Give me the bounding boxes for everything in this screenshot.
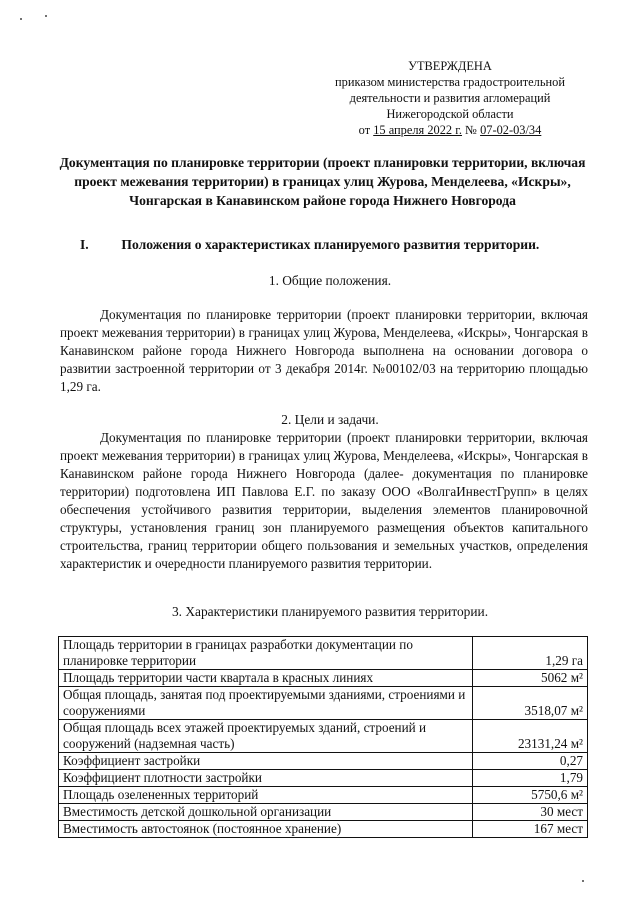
section-number: I.	[80, 237, 89, 252]
approval-line: Нижегородской области	[386, 107, 514, 121]
table-cell-value: 1,79	[473, 770, 588, 787]
section-heading	[80, 236, 610, 254]
table-row	[59, 753, 588, 770]
table-cell-value: 23131,24 м²	[473, 720, 588, 753]
scan-speck	[45, 15, 47, 17]
table-cell-value: 0,27	[473, 753, 588, 770]
table-row	[59, 670, 588, 687]
order-number-label: №	[465, 123, 477, 137]
table-cell-param: Коэффициент плотности застройки	[59, 770, 473, 787]
table-cell-param: Площадь территории части квартала в красных линиях	[59, 670, 473, 687]
table-cell-value: 167 мест	[473, 821, 588, 838]
table-row	[59, 637, 588, 670]
order-number: 07-02-03/34	[480, 123, 542, 137]
approval-stamp	[300, 58, 600, 138]
approval-heading: УТВЕРЖДЕНА	[408, 59, 492, 73]
table-cell-value: 5750,6 м²	[473, 787, 588, 804]
order-date: 15 апреля 2022 г.	[373, 123, 463, 137]
order-prefix: от	[358, 123, 371, 137]
subsection-text: Документация по планировке территории (проект планировки территории, включая проект межевания территории) в границах улиц Журова, Менделеева, «Искры», Чонгарская в Канавинском районе города Нижнего Новгорода (далее- документация по планировке территории) подготовлена ИП Павлова Е.Г. по заказу ООО «ВолгаИнвестГрупп» в целях обеспечения устойчивого развития территории, выделения элементов планировочной структуры, установления границ зон планируемого размещения объектов капитального строительства, границ территории общего пользования и земельных участков, определения характеристик и очередности планируемого развития территории.	[60, 430, 588, 571]
table-cell-param: Общая площадь, занятая под проектируемыми зданиями, строениями и сооружениями	[59, 687, 473, 720]
table-cell-param: Общая площадь всех этажей проектируемых зданий, строений и сооружений (надземная часть)	[59, 720, 473, 753]
table-row	[59, 804, 588, 821]
table-cell-param: Площадь территории в границах разработки документации по планировке территории	[59, 637, 473, 670]
table-row	[59, 821, 588, 838]
table-row	[59, 687, 588, 720]
approval-line: деятельности и развития агломераций	[349, 91, 551, 105]
table-cell-value: 30 мест	[473, 804, 588, 821]
table-cell-param: Площадь озелененных территорий	[59, 787, 473, 804]
document-title: Документация по планировке территории (проект планировки территории, включая проект межевания территории) в границах улиц Журова, Менделеева, «Искры», Чонгарская в Канавинском районе города Нижнего Новгорода	[59, 155, 586, 208]
subsection-heading: 2. Цели и задачи.	[281, 412, 379, 427]
table-row	[59, 720, 588, 753]
table-cell-param: Вместимость детской дошкольной организации	[59, 804, 473, 821]
table-cell-value: 1,29 га	[473, 637, 588, 670]
table-row	[59, 770, 588, 787]
table-cell-value: 3518,07 м²	[473, 687, 588, 720]
table-cell-param: Коэффициент застройки	[59, 753, 473, 770]
subsection-text: Документация по планировке территории (проект планировки территории, включая проект межевания территории) в границах улиц Журова, Менделеева, «Искры», Чонгарская в Канавинском районе города Нижнего Новгорода выполнена на основании договора о развитии застроенной территории от 3 декабря 2014г. №00102/03 на территорию площадью 1,29 га.	[60, 307, 588, 394]
table-cell-value: 5062 м²	[473, 670, 588, 687]
table-row	[59, 787, 588, 804]
section-title: Положения о характеристиках планируемого развития территории.	[121, 237, 540, 252]
table-cell-param: Вместимость автостоянок (постоянное хранение)	[59, 821, 473, 838]
subsection-heading: 3. Характеристики планируемого развития территории.	[171, 604, 489, 619]
subsection-heading: 1. Общие положения.	[268, 273, 392, 288]
order-line	[300, 122, 600, 138]
scan-speck	[582, 880, 584, 882]
characteristics-table	[58, 636, 588, 838]
approval-line: приказом министерства градостроительной	[335, 75, 565, 89]
scan-speck	[20, 18, 22, 20]
